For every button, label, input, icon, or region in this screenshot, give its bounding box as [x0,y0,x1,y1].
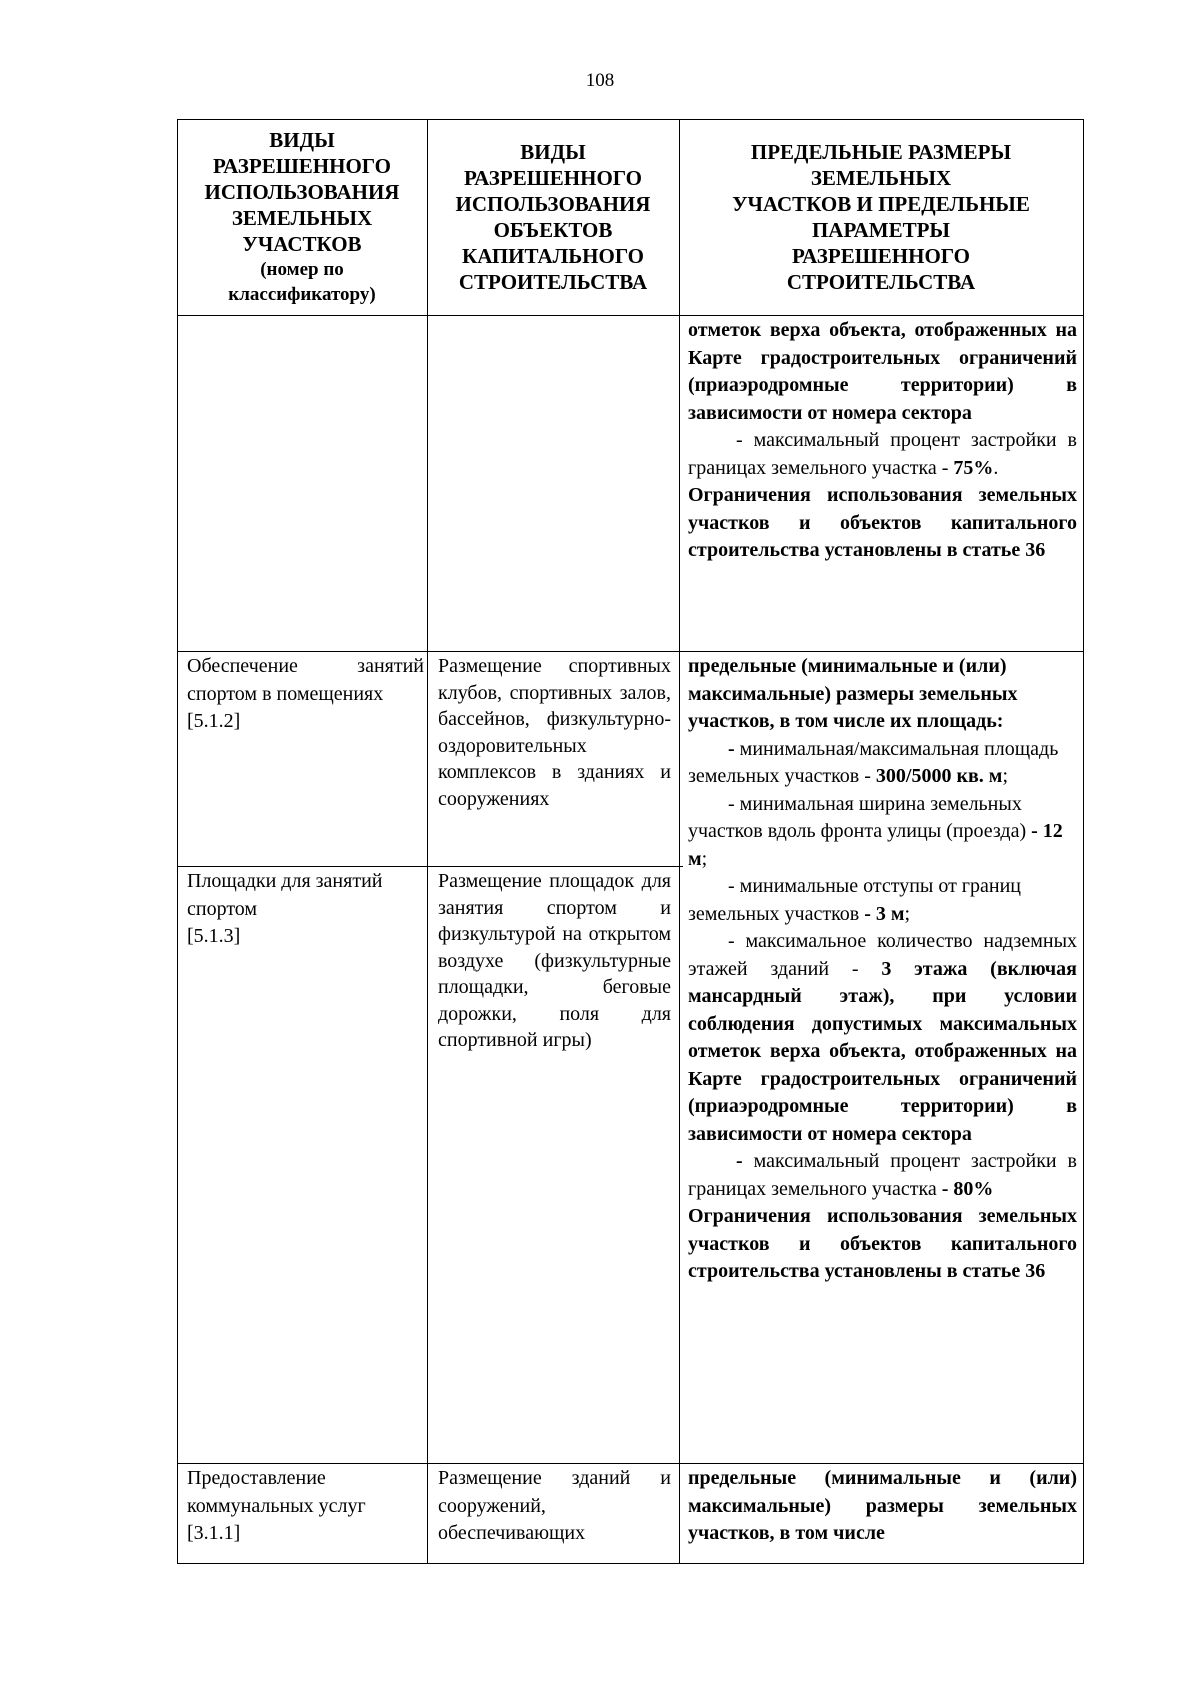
header-text: ПРЕДЕЛЬНЫЕ РАЗМЕРЫ [750,140,1012,164]
restrictions-note: Ограничения использования земельных участков и объектов капитального строительства установлены в статье 36 [688,484,1077,561]
floors-item [688,928,1077,1148]
building-use-indoor-sport [438,653,671,812]
utilities-parameters-cell [688,1465,1077,1548]
item-value: 75% [953,456,994,479]
column-divider-2 [679,119,680,1563]
header-text: ВИДЫ [269,128,335,152]
header-text: СТРОИТЕЛЬСТВА [458,270,648,294]
item-value: 3 этажа (включая мансардный этаж), [688,957,1077,1007]
item-text: - максимальный процент застройки в границах земельного участка - [688,429,1077,479]
header-subtext: классификатору) [228,284,376,305]
parameters-heading: предельные (минимальные и (или) максимальные) размеры земельных участков, в том числе их площадь: [688,655,1018,732]
item-value: 300/5000 кв. м [875,765,1003,787]
header-text: ИСПОЛЬЗОВАНИЯ [455,192,651,216]
header-land-use-types [177,119,427,315]
row-divider-1 [177,651,1084,652]
page-number: 108 [585,70,615,91]
build-percentage-item [688,1148,1077,1203]
building-use-sport-grounds [438,868,671,1054]
classifier-code: [5.1.2] [187,710,241,732]
item-text: максимальный процент застройки в границах земельного участка [688,1150,1077,1200]
header-text: УЧАСТКОВ И ПРЕДЕЛЬНЫЕ [732,192,1030,216]
row-divider-2 [177,1463,1084,1464]
item-value: - 12 м [688,820,1063,870]
header-text: РАЗРЕШЕННОГО [792,244,970,268]
continued-parameters-cell [688,317,1077,565]
item-text: - максимальное количество надземных этажей зданий - [688,930,1077,980]
header-text: ОБЪЕКТОВ [493,218,613,242]
item-value: - 3 м [864,902,905,925]
area-item [688,736,1077,791]
header-subtext: (номер по [260,259,344,280]
header-text: РАЗРЕШЕННОГО [464,166,642,190]
header-text: ИСПОЛЬЗОВАНИЯ [204,180,400,204]
build-percentage-item [688,427,1077,482]
land-use-sport-grounds [187,868,424,951]
item-value: при условии соблюдения допустимых максимальных отметок верха объекта, отображенных на Карте градостроительных ограничений (приаэродромные территории) в зависимости от номера сектора [688,985,1077,1145]
header-text: КАПИТАЛЬНОГО [461,244,645,268]
building-use-text: Размещение площадок для занятия спортом и физкультурой на открытом воздухе (физкультурные площадки, беговые дорожки, поля для спортивной игры) [438,870,671,1051]
land-use-utilities [187,1465,424,1548]
header-limit-parameters [679,119,1083,315]
continued-bold-text: отметок верха объекта, отображенных на Карте градостроительных ограничений (приаэродромные территории) в зависимости от номера сектора [688,319,1077,424]
header-text: УЧАСТКОВ [242,232,362,256]
land-use-name: Обеспечение занятий спортом в помещениях [187,655,424,705]
item-text: ; [904,902,911,925]
building-use-utilities [438,1465,671,1548]
header-text: СТРОИТЕЛЬСТВА [786,270,976,294]
table-border-bottom [177,1563,1084,1564]
column-divider-1 [427,119,428,1563]
parameters-heading: предельные (минимальные и (или) максимальные) размеры земельных участков, в том числе [688,1467,1077,1544]
land-use-name: Предоставление коммунальных услуг [187,1467,366,1517]
item-text: . [993,456,999,479]
classifier-code: [3.1.1] [187,1522,241,1544]
header-text: РАЗРЕШЕННОГО [213,154,391,178]
table-border-right [1083,119,1084,1563]
building-use-text: Размещение спортивных клубов, спортивных залов, бассейнов, физкультурно-оздоровительных комплексов в зданиях и сооружениях [438,655,671,810]
item-text: - минимальные отступы от границ земельных участков [688,875,1021,925]
item-value: - 80% [941,1177,994,1200]
land-use-name: Площадки для занятий спортом [187,870,383,920]
item-text: - минимальная ширина земельных участков вдоль фронта улицы (проезда) [688,792,1032,842]
header-text: ВИДЫ [520,140,586,164]
regulations-table [177,119,1084,1563]
sport-parameters-cell [688,653,1077,1286]
table-border-left [177,119,178,1563]
restrictions-note: Ограничения использования земельных участков и объектов капитального строительства установлены в статье 36 [688,1205,1077,1282]
setback-item [688,873,1077,928]
item-dash: - [728,737,740,760]
item-dash: - [736,1150,754,1172]
item-text: минимальная/максимальная площадь земельных участков - [688,737,1059,787]
min-width-item [688,791,1077,874]
header-divider [177,315,1084,316]
subrow-divider [177,866,683,867]
header-building-use-types [427,119,679,315]
item-text: ; [701,847,708,870]
header-text: ПАРАМЕТРЫ [811,218,951,242]
header-text: ЗЕМЕЛЬНЫХ [810,166,952,190]
classifier-code: [5.1.3] [187,925,241,947]
header-text: ЗЕМЕЛЬНЫХ [231,206,373,230]
land-use-indoor-sport [187,653,424,736]
item-text: ; [1002,765,1008,787]
building-use-text: Размещение зданий и сооружений, обеспечивающих [438,1467,671,1544]
